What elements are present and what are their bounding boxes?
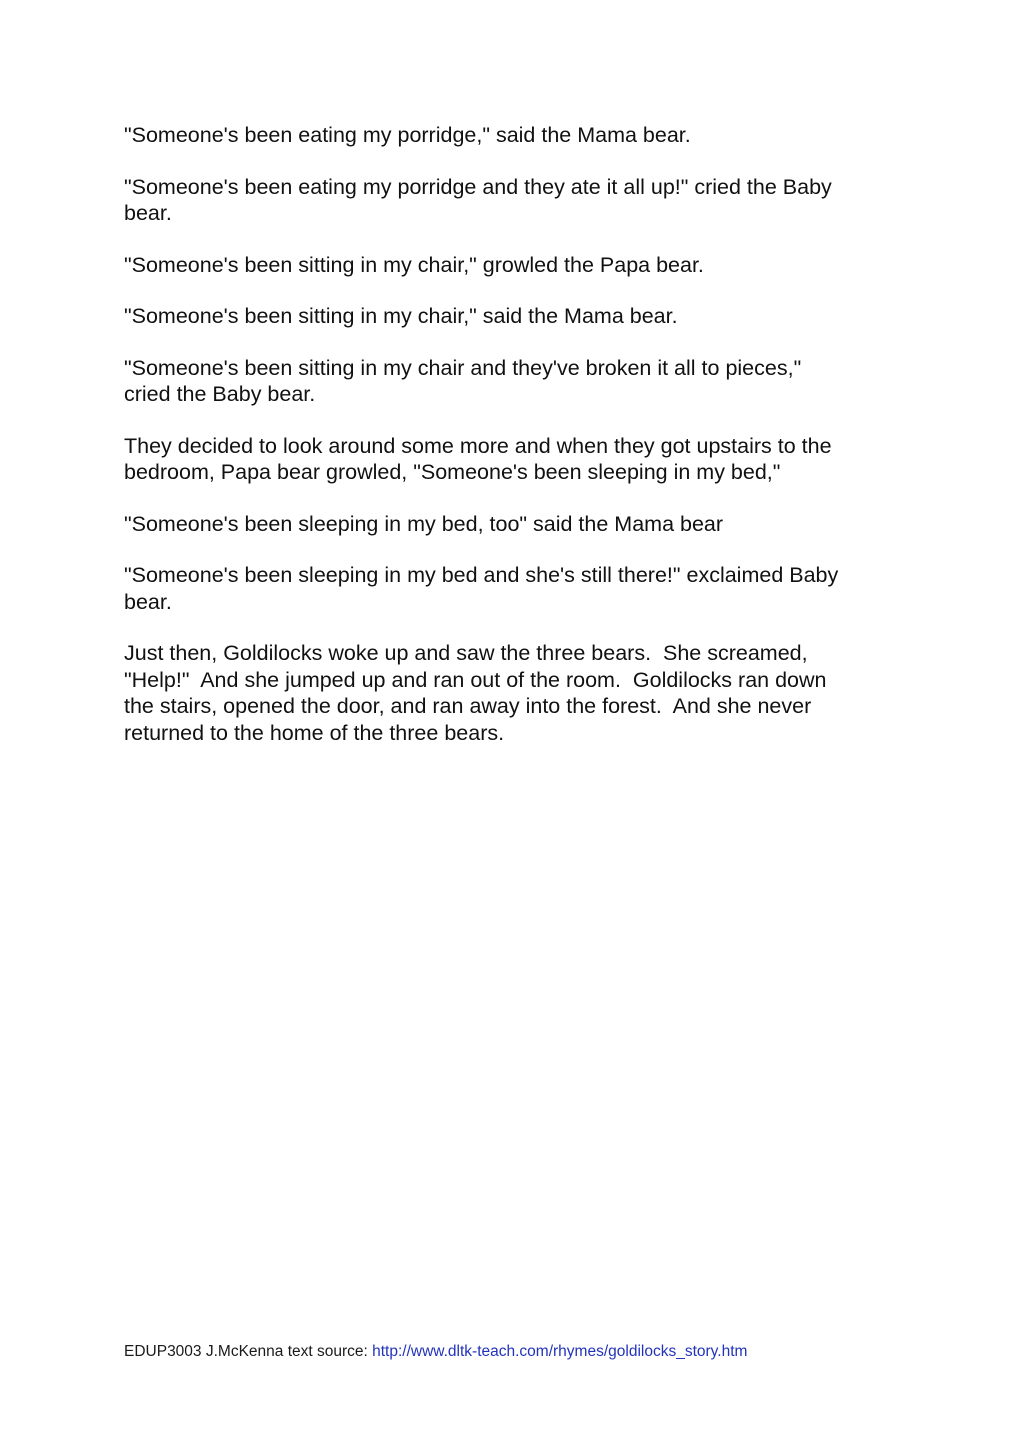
story-paragraph: "Someone's been sitting in my chair," growled the Papa bear.	[124, 252, 704, 277]
story-paragraph: "Someone's been sleeping in my bed, too" said the Mama bear	[124, 511, 724, 536]
footer-credit: EDUP3003 J.McKenna text source:	[124, 1343, 373, 1360]
story-paragraph: They decided to look around some more and when they got upstairs to the bedroom, Papa bear growled, "Someone's been sleeping in my bed,"	[124, 433, 832, 484]
story-paragraph: Just then, Goldilocks woke up and saw the three bears. She screamed, "Help!" And she jumped up and ran out of the room. Goldilocks ran down the stairs, opened the door, and ran away into the forest. And she never returned to the home of the three bears.	[124, 641, 827, 745]
story-paragraph: "Someone's been eating my porridge and they ate it all up!" cried the Baby bear.	[124, 174, 832, 225]
source-link[interactable]: http://www.dltk-teach.com/rhymes/goldilocks_story.htm	[372, 1343, 748, 1360]
story-paragraph: "Someone's been eating my porridge," said the Mama bear.	[124, 123, 691, 147]
story-text	[124, 122, 914, 746]
story-paragraph: "Someone's been sitting in my chair and they've broken it all to pieces," cried the Baby bear.	[124, 355, 802, 406]
page-footer	[124, 1342, 747, 1362]
story-paragraph: "Someone's been sleeping in my bed and she's still there!" exclaimed Baby bear.	[124, 563, 839, 614]
story-paragraph: "Someone's been sitting in my chair," said the Mama bear.	[124, 304, 678, 328]
